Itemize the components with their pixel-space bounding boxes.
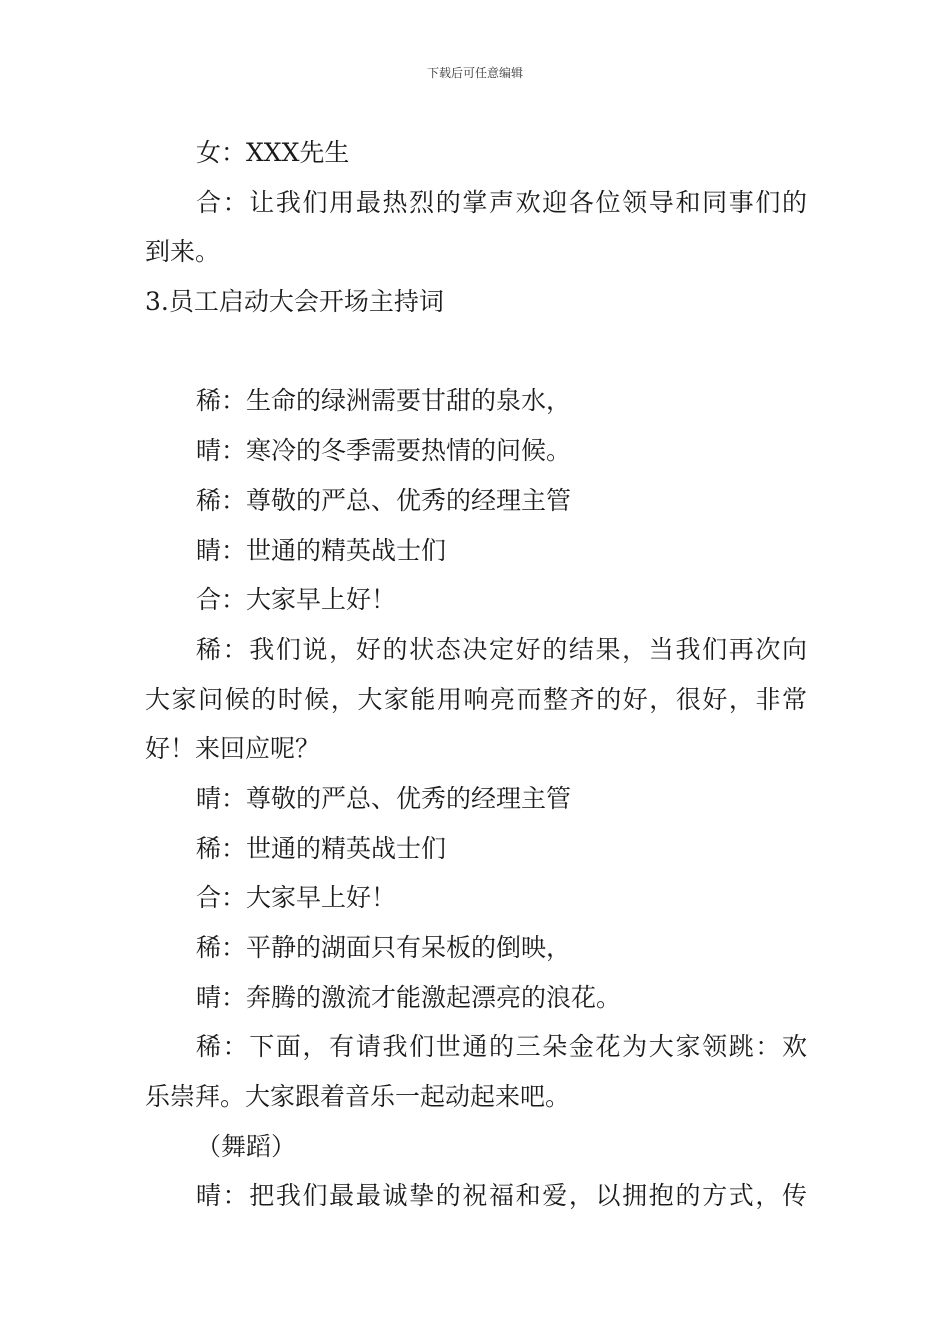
paragraph-line: 合：大家早上好！ <box>196 883 397 913</box>
paragraph-line: 到来。 <box>145 237 221 267</box>
paragraph-line: 好！来回应呢？ <box>145 734 321 764</box>
paragraph-line: 稀：世通的精英战士们 <box>196 833 447 863</box>
stage-direction: （舞蹈） <box>196 1131 297 1161</box>
paragraph-line: 稀：平静的湖面只有呆板的倒映， <box>196 933 572 962</box>
paragraph-line: 晴：寒冷的冬季需要热情的问候。 <box>196 436 572 466</box>
paragraph-line: 稀：尊敬的严总、优秀的经理主管 <box>196 485 572 515</box>
paragraph-line: 晴：把我们最最诚挚的祝福和爱，以拥抱的方式，传 <box>196 1181 807 1211</box>
paragraph-line: 合：大家早上好！ <box>196 585 397 615</box>
paragraph-line: 晴：奔腾的激流才能激起漂亮的浪花。 <box>196 982 622 1012</box>
paragraph-line: 稀：我们说，好的状态决定好的结果，当我们再次向 <box>196 634 807 664</box>
paragraph-line: 晴：尊敬的严总、优秀的经理主管 <box>196 783 572 813</box>
paragraph-line: 大家问候的时候，大家能用响亮而整齐的好，很好，非常 <box>145 684 807 714</box>
page-header: 下载后可任意编辑 <box>426 66 523 80</box>
blank-line <box>145 327 807 377</box>
paragraph-line: 乐崇拜。大家跟着音乐一起动起来吧。 <box>145 1082 571 1112</box>
paragraph-line: 稀：生命的绿洲需要甘甜的泉水， <box>196 386 572 416</box>
section-heading: 3.员工启动大会开场主持词 <box>145 287 444 317</box>
paragraph-line: 睛：世通的精英战士们 <box>196 535 447 565</box>
document-body <box>145 128 807 1221</box>
paragraph-line: 女：XXX先生 <box>196 138 350 167</box>
paragraph-line: 稀：下面，有请我们世通的三朵金花为大家领跳：欢 <box>196 1032 807 1062</box>
paragraph-line: 合：让我们用最热烈的掌声欢迎各位领导和同事们的 <box>196 187 807 217</box>
